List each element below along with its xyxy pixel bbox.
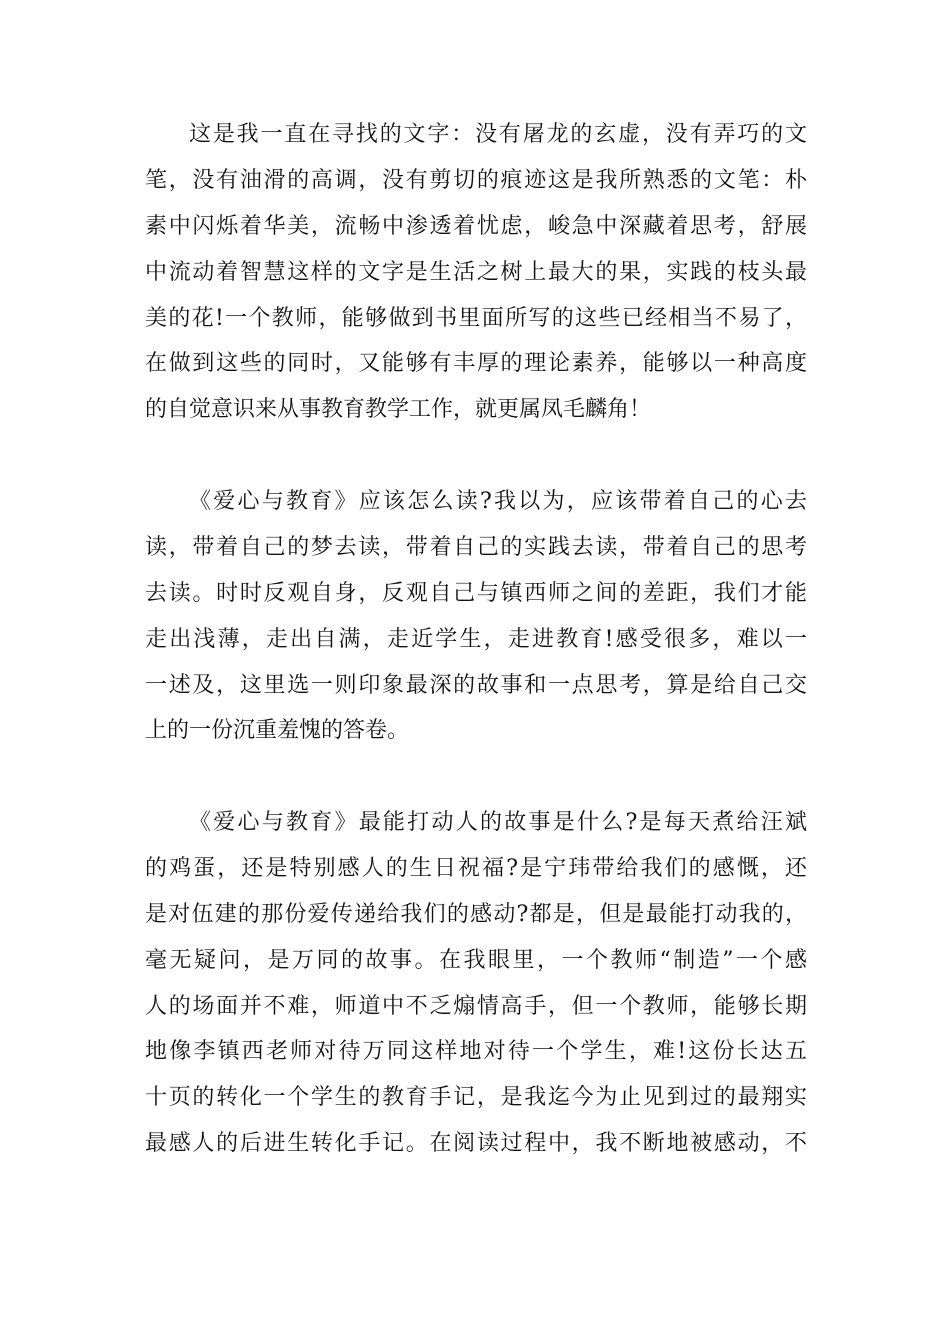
text-line: 十页的转化一个学生的教育手记，是我迄今为止见到过的最翔实 bbox=[145, 1085, 807, 1111]
text-line: 是对伍建的那份爱传递给我们的感动?都是，但是最能打动我的， bbox=[145, 901, 807, 927]
text-line: 的自觉意识来从事教育教学工作，就更属凤毛麟角！ bbox=[145, 397, 652, 423]
paragraph-2 bbox=[145, 479, 807, 754]
text-line: 毫无疑问，是万同的故事。在我眼里，一个教师“制造”一个感 bbox=[145, 947, 807, 973]
text-line: 的鸡蛋，还是特别感人的生日祝福?是宁玮带给我们的感慨，还 bbox=[145, 855, 807, 881]
paragraph-3 bbox=[145, 800, 807, 1167]
text-line: 读，带着自己的梦去读，带着自己的实践去读，带着自己的思考 bbox=[145, 534, 807, 560]
text-line: 笔，没有油滑的高调，没有剪切的痕迹这是我所熟悉的文笔：朴 bbox=[145, 167, 807, 193]
text-line: 去读。时时反观自身，反观自己与镇西师之间的差距，我们才能 bbox=[145, 580, 807, 606]
text-line: 《爱心与教育》最能打动人的故事是什么?是每天煮给汪斌 bbox=[189, 810, 807, 835]
text-line: 在做到这些的同时，又能够有丰厚的理论素养，能够以一种高度 bbox=[145, 351, 807, 377]
text-line: 素中闪烁着华美，流畅中渗透着忧虑，峻急中深藏着思考，舒展 bbox=[145, 213, 807, 239]
text-line: 最感人的后进生转化手记。在阅读过程中，我不断地被感动，不 bbox=[145, 1131, 807, 1157]
text-line: 走出浅薄，走出自满，走近学生，走进教育!感受很多，难以一 bbox=[145, 626, 807, 652]
text-line: 中流动着智慧这样的文字是生活之树上最大的果，实践的枝头最 bbox=[145, 259, 807, 285]
text-line: 地像李镇西老师对待万同这样地对待一个学生，难!这份长达五 bbox=[145, 1039, 807, 1065]
text-line: 一述及，这里选一则印象最深的故事和一点思考，算是给自己交 bbox=[145, 672, 807, 698]
paragraph-1 bbox=[145, 112, 807, 433]
text-line: 上的一份沉重羞愧的答卷。 bbox=[145, 718, 410, 744]
text-line: 美的花!一个教师，能够做到书里面所写的这些已经相当不易了， bbox=[145, 305, 807, 331]
text-line: 这是我一直在寻找的文字：没有屠龙的玄虚，没有弄巧的文 bbox=[189, 122, 807, 147]
text-line: 人的场面并不难，师道中不乏煽情高手，但一个教师，能够长期 bbox=[145, 993, 807, 1019]
text-line: 《爱心与教育》应该怎么读?我以为，应该带着自己的心去 bbox=[189, 489, 807, 514]
